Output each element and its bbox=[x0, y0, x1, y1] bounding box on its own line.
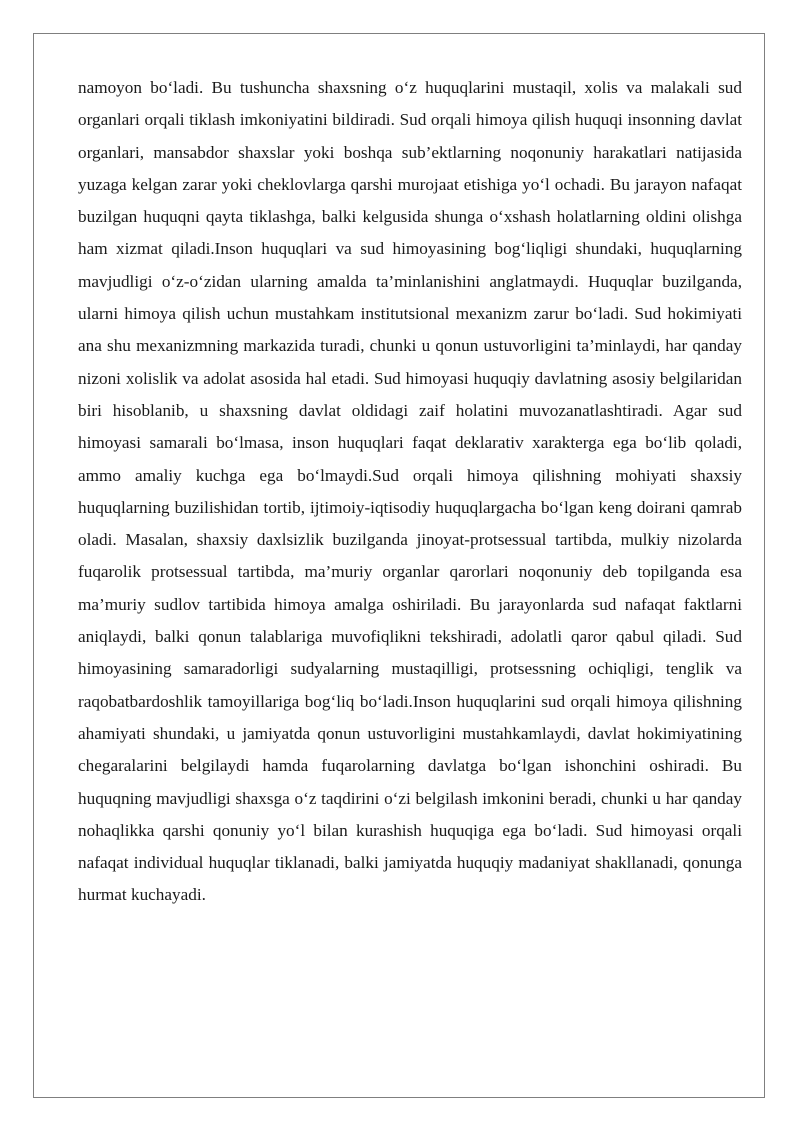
body-paragraph: namoyon boʻladi. Bu tushuncha shaxsning oʻz huquqlarini mustaqil, xolis va malakali sud organlari orqali tiklash imkoniyatini bildiradi. Sud orqali himoya qilish huquqi insonning davlat organlari, mansabdor shaxslar yoki boshqa sub’ektlarning noqonuniy harakatlari natijasida yuzaga kelgan zarar yoki cheklovlarga qarshi murojaat etishiga yoʻl ochadi. Bu jarayon nafaqat buzilgan huquqni qayta tiklashga, balki kelgusida shunga oʻxshash holatlarning oldini olishga ham xizmat qiladi.Inson huquqlari va sud himoyasining bogʻliqligi shundaki, huquqlarning mavjudligi oʻz-oʻzidan ularning amalda ta’minlanishini anglatmaydi. Huquqlar buzilganda, ularni himoya qilish uchun mustahkam institutsional mexanizm zarur boʻladi. Sud hokimiyati ana shu mexanizmning markazida turadi, chunki u qonun ustuvorligini ta’minlaydi, har qanday nizoni xolislik va adolat asosida hal etadi. Sud himoyasi huquqiy davlatning asosiy belgilaridan biri hisoblanib, u shaxsning davlat oldidagi zaif holatini muvozanatlashtiradi. Agar sud himoyasi samarali boʻlmasa, inson huquqlari faqat deklarativ xarakterga ega boʻlib qoladi, ammo amaliy kuchga ega boʻlmaydi.Sud orqali himoya qilishning mohiyati shaxsiy huquqlarning buzilishidan tortib, ijtimoiy-iqtisodiy huquqlargacha boʻlgan keng doirani qamrab oladi. Masalan, shaxsiy daxlsizlik buzilganda jinoyat-protsessual tartibda, mulkiy nizolarda fuqarolik protsessual tartibda, ma’muriy organlar qarorlari noqonuniy deb topilganda esa ma’muriy sudlov tartibida himoya amalga oshiriladi. Bu jarayonlarda sud nafaqat faktlarni aniqlaydi, balki qonun talablariga muvofiqlikni tekshiradi, adolatli qaror qabul qiladi. Sud himoyasining samaradorligi sudyalarning mustaqilligi, protsessning ochiqligi, tenglik va raqobatbardoshlik tamoyillariga bogʻliq boʻladi.Inson huquqlarini sud orqali himoya qilishning ahamiyati shundaki, u jamiyatda qonun ustuvorligini mustahkamlaydi, davlat hokimiyatining chegaralarini belgilaydi hamda fuqarolarning davlatga boʻlgan ishonchini oshiradi. Bu huquqning mavjudligi shaxsga oʻz taqdirini oʻzi belgilash imkonini beradi, chunki u har qanday nohaqlikka qarshi qonuniy yoʻl bilan kurashish huquqiga ega boʻladi. Sud himoyasi orqali nafaqat individual huquqlar tiklanadi, balki jamiyatda huquqiy madaniyat shakllanadi, qonunga hurmat kuchayadi. bbox=[78, 78, 742, 905]
